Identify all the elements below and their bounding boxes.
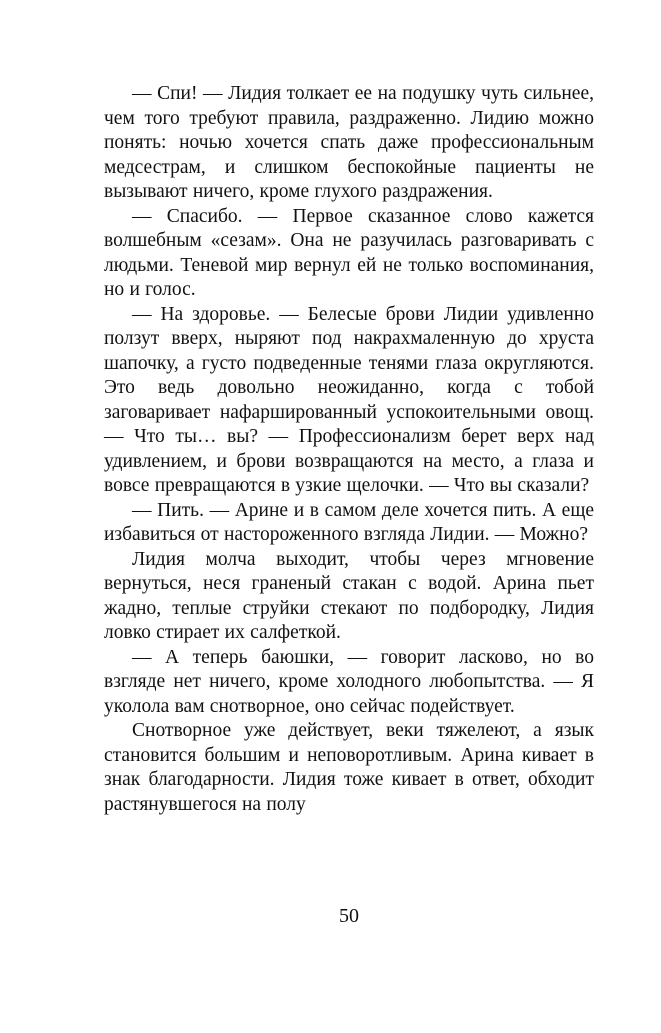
paragraph-3: — На здоровье. — Белесые брови Лидии удивленно ползут вверх, ныряют под накрахмаленную до хруста шапочку, а густо подведенные тенями глаза округляются. Это ведь довольно неожиданно, когда с тобой заговаривает нафаршированный успокоительными овощ. — Что ты… вы? — Профессионализм берет верх над удивлением, и брови возвращаются на место, а глаза и вовсе превращаются в узкие щелочки. — Что вы сказали? [104,303,594,496]
paragraph-2: — Спасибо. — Первое сказанное слово кажется волшебным «сезам». Она не разучилась разговаривать с людьми. Теневой мир вернул ей не только воспоминания, но и голос. [104,205,594,300]
paragraph-1: — Спи! — Лидия толкает ее на подушку чуть сильнее, чем того требуют правила, раздраженно. Лидию можно понять: ночью хочется спать даже профессиональным медсестрам, и слишком беспокойные пациенты не вызывают ничего, кроме глухого раздражения. [104,83,594,202]
paragraph-5: Лидия молча выходит, чтобы через мгновение вернуться, неся граненый стакан с водой. Арина пьет жадно, теплые струйки стекают по подбородку, Лидия ловко стирает их салфеткой. [104,548,594,643]
paragraph-6: — А теперь баюшки, — говорит ласково, но во взгляде нет ничего, кроме холодного любопытства. — Я уколола вам снотворное, оно сейчас подействует. [104,646,594,717]
page-text [104,82,594,817]
page-number: 50 [339,905,359,927]
paragraph-7: Снотворное уже действует, веки тяжелеют, а язык становится большим и неповоротливым. Арина кивает в знак благодарности. Лидия тоже кивает в ответ, обходит растянувшегося на полу [104,720,594,815]
paragraph-4: — Пить. — Арине и в самом деле хочется пить. А еще избавиться от настороженного взгляда Лидии. — Можно? [104,499,594,545]
